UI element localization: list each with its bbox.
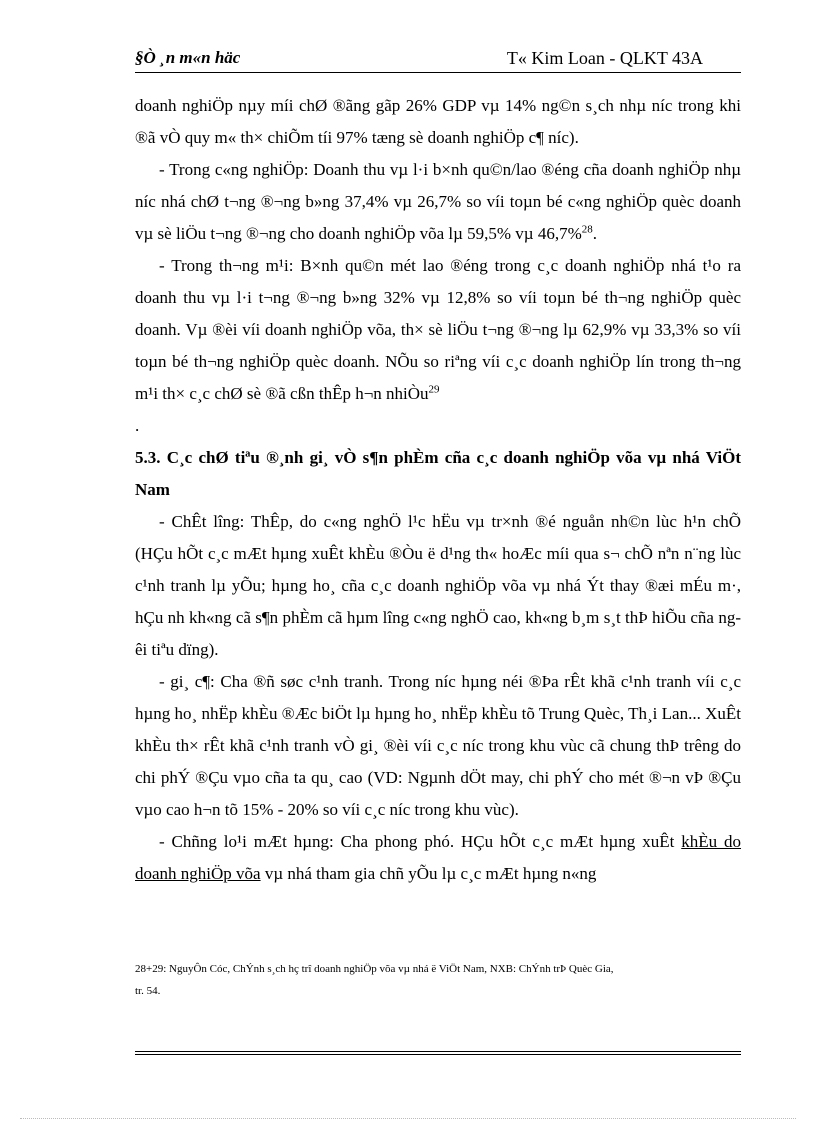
- paragraph-6-text-a: - Chñng lo¹i mÆt hµng: Cha phong phó. HÇu hÕt c¸c mÆt hµng xuÊt: [159, 832, 682, 851]
- page-edge-dots: [20, 1118, 796, 1119]
- footnote-line-1: 28+29: NguyÔn Cóc, ChÝnh s¸ch hç trî doanh nghiÖp võa vµ nhá ë ViÖt Nam, NXB: ChÝnh trÞ Quèc Gia,: [135, 963, 614, 975]
- paragraph-1-text: doanh nghiÖp nµy míi chØ ®ãng gãp 26% GDP vµ 14% ng©n s¸ch nhµ níc trong khi ®ã vÒ quy m« th× chiÕm tíi 97% tæng sè doanh nghiÖp c¶ níc).: [135, 96, 741, 147]
- paragraph-5-text: - gi¸ c¶: Cha ®ñ søc c¹nh tranh. Trong níc hµng néi ®Þa rÊt khã c¹nh tranh víi c¸c hµng ho¸ nhËp khÈu ®Æc biÖt lµ hµng ho¸ nhËp khÈu tõ Trung Quèc, Th¸i Lan... XuÊt khÈu th× rÊt khã c¹nh tranh vÒ gi¸ ®èi víi c¸c níc trong khu vùc cã chung thÞ trêng do chi phÝ ®Çu vµo cña ta qu¸ cao (VD: Ngµnh dÖt may, chi phÝ cho mét ®¬n vÞ ®Çu vµo cao h¬n tõ 15% - 20% so víi c¸c níc trong khu vùc).: [135, 672, 741, 819]
- page-header: [135, 48, 741, 74]
- paragraph-3-text: - Trong th¬ng m¹i: B×nh qu©n mét lao ®éng trong c¸c doanh nghiÖp nhá t¹o ra doanh thu vµ l·i t¬ng ®¬ng b»ng 32% vµ 12,8% so víi toµn bé th¬ng nghiÖp quèc doanh. Vµ ®èi víi doanh nghiÖp võa, th× sè liÖu t¬ng ®¬ng lµ 62,9% vµ 33,3% so víi toµn bé th¬ng nghiÖp quèc doanh. NÕu so riªng víi c¸c doanh nghiÖp lín trong th¬ng m¹i th× c¸c chØ sè ®ã cßn thÊp h¬n nhiÒu: [135, 256, 741, 403]
- header-rule: [135, 72, 741, 73]
- paragraph-5: [135, 666, 741, 826]
- footnote-line-2: tr. 54.: [135, 985, 161, 997]
- footer-rule-bottom: [135, 1054, 741, 1055]
- header-left: §Ò ¸n m«n häc: [135, 48, 241, 67]
- paragraph-2: [135, 154, 741, 250]
- section-heading: 5.3. C¸c chØ tiªu ®¸nh gi¸ vÒ s¶n phÈm cña c¸c doanh nghiÖp võa vµ nhá ViÖt Nam: [135, 448, 741, 499]
- footnote: [135, 958, 741, 1002]
- footnote-ref-28: 28: [581, 223, 593, 236]
- paragraph-4: [135, 506, 741, 666]
- paragraph-2-end: .: [592, 224, 598, 243]
- paragraph-3: [135, 250, 741, 442]
- paragraph-2-text: - Trong c«ng nghiÖp: Doanh thu vµ l·i b×nh qu©n/lao ®éng cña doanh nghiÖp nhµ níc nhá chØ t¬ng ®¬ng b»ng 37,4% vµ 26,7% so víi toµn bé c«ng nghiÖp quèc doanh vµ sè liÖu t¬ng ®¬ng cho doanh nghiÖp võa lµ 59,5% vµ 46,7%: [135, 160, 741, 243]
- paragraph-4-text: - ChÊt lîng: ThÊp, do c«ng nghÖ l¹c hËu vµ tr×nh ®é nguån nh©n lùc h¹n chÕ (HÇu hÕt c¸c mÆt hµng xuÊt khÈu ®Òu ë d¹ng th« hoÆc míi qua s¬ chÕ nªn n¨ng lùc c¹nh tranh lµ yÕu; hµng ho¸ cña c¸c doanh nghiÖp võa vµ nhá Ýt thay ®æi mÉu m·, hÇu nh kh«ng cã s¶n phÈm cã hµm lîng c«ng nghÖ cao, kh«ng b¸m s¸t thÞ hiÕu cña ngêi tiªu dïng).: [135, 512, 741, 659]
- paragraph-6-text-c: vµ nhá tham gia chñ yÕu lµ c¸c mÆt hµng n«ng: [260, 864, 597, 883]
- paragraph-6: [135, 826, 741, 890]
- paragraph-3-end: .: [135, 416, 140, 435]
- footnote-ref-29: 29: [428, 383, 440, 396]
- body-text: [135, 90, 741, 890]
- paragraph-1: [135, 90, 741, 154]
- paragraph-6-underlined: khÈu do doanh nghiÖp võa: [135, 832, 742, 883]
- header-right: T« Kim Loan - QLKT 43A: [506, 48, 703, 68]
- footer-rule-top: [135, 1051, 741, 1052]
